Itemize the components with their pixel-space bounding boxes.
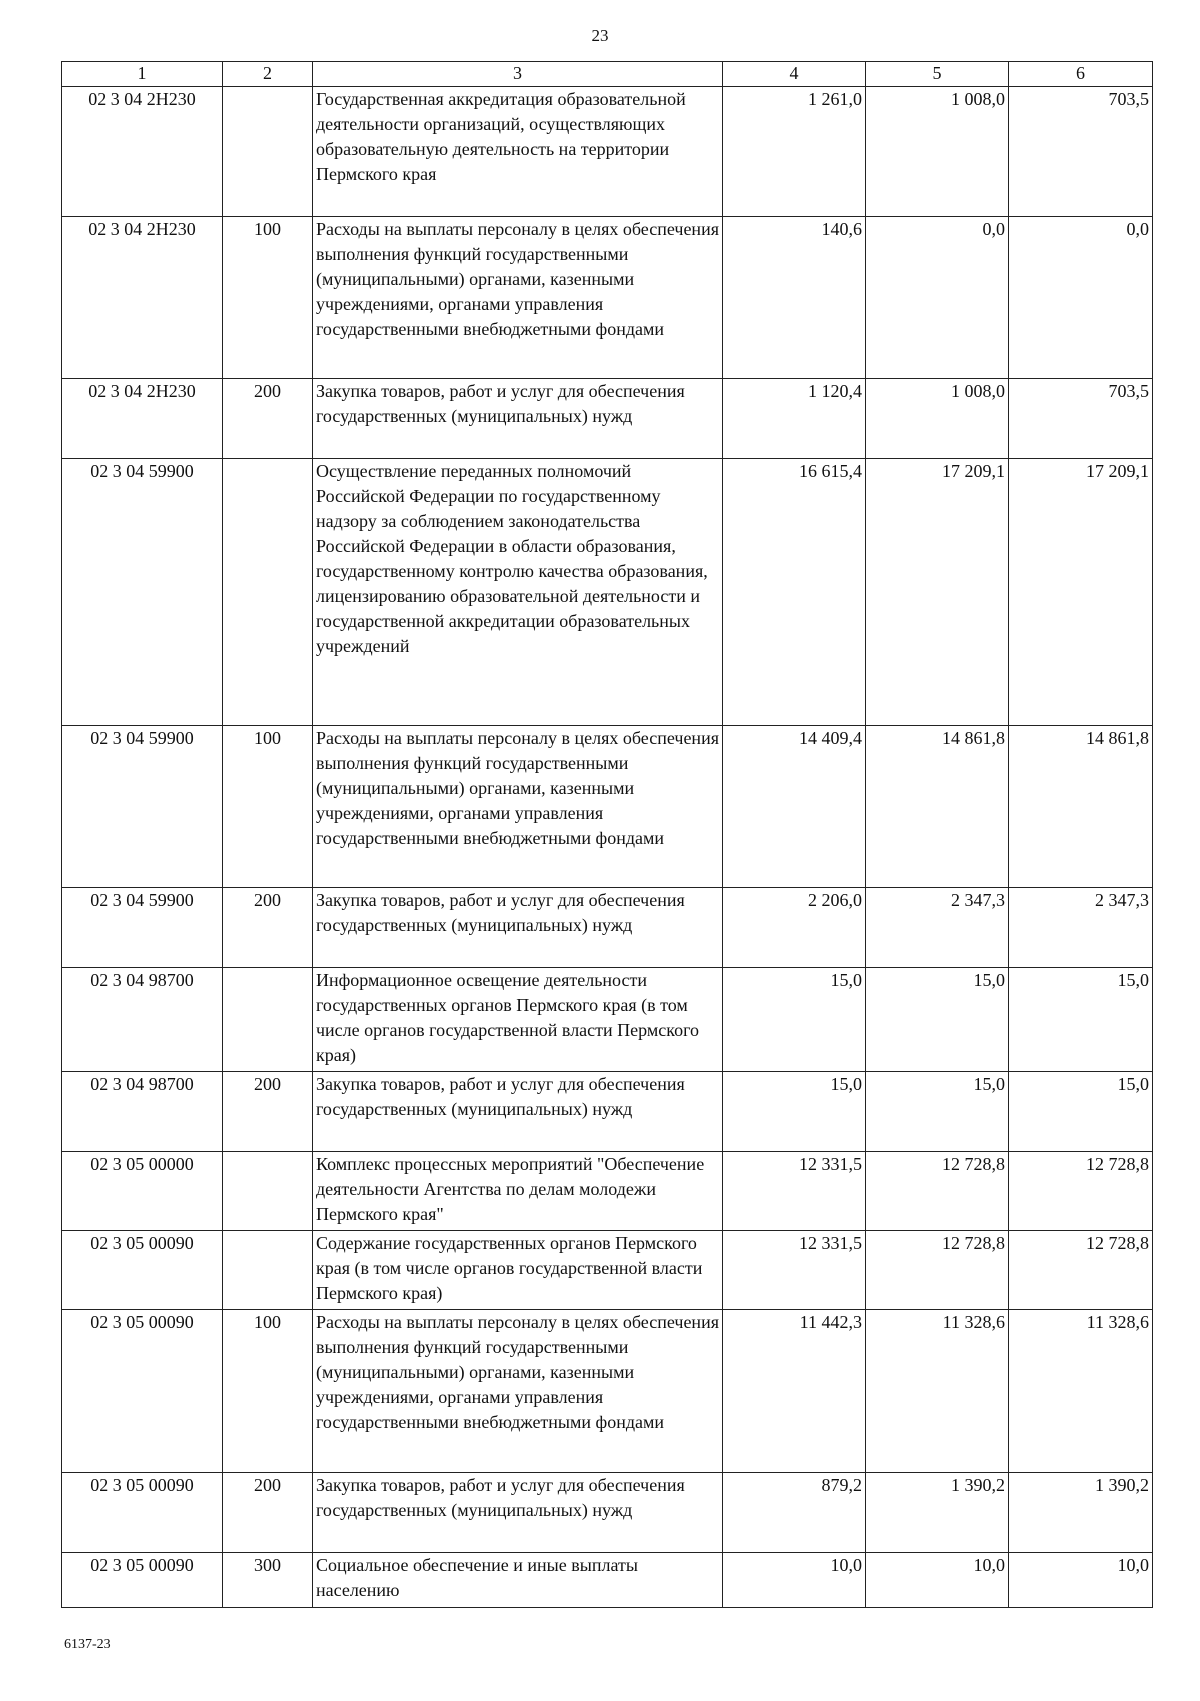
row-description: Расходы на выплаты персоналу в целях обеспечения выполнения функций государственными (муниципальными) органами, казенными учреждениями, органами управления государственными внебюджетными фондами <box>313 217 723 379</box>
amount-col6: 12 728,8 <box>1009 1231 1153 1310</box>
amount-col5: 12 728,8 <box>866 1231 1009 1310</box>
amount-col5: 15,0 <box>866 1072 1009 1152</box>
target-article-code: 02 3 04 2Н230 <box>62 87 223 217</box>
row-description: Расходы на выплаты персоналу в целях обеспечения выполнения функций государственными (муниципальными) органами, казенными учреждениями, органами управления государственными внебюджетными фондами <box>313 1310 723 1473</box>
amount-col5: 1 390,2 <box>866 1473 1009 1553</box>
amount-col6: 12 728,8 <box>1009 1152 1153 1231</box>
amount-col6: 2 347,3 <box>1009 888 1153 968</box>
amount-col4: 2 206,0 <box>723 888 866 968</box>
amount-col5: 11 328,6 <box>866 1310 1009 1473</box>
expense-type-code: 200 <box>223 888 313 968</box>
amount-col6: 15,0 <box>1009 968 1153 1072</box>
amount-col6: 10,0 <box>1009 1553 1153 1608</box>
amount-col6: 0,0 <box>1009 217 1153 379</box>
target-article-code: 02 3 05 00090 <box>62 1473 223 1553</box>
target-article-code: 02 3 04 98700 <box>62 1072 223 1152</box>
amount-col6: 1 390,2 <box>1009 1473 1153 1553</box>
amount-col4: 10,0 <box>723 1553 866 1608</box>
amount-col4: 140,6 <box>723 217 866 379</box>
table-row <box>62 1231 1153 1310</box>
amount-col6: 703,5 <box>1009 87 1153 217</box>
row-description: Комплекс процессных мероприятий "Обеспечение деятельности Агентства по делам молодежи Пермского края" <box>313 1152 723 1231</box>
expense-type-code <box>223 87 313 217</box>
target-article-code: 02 3 04 59900 <box>62 459 223 726</box>
expense-type-code: 100 <box>223 217 313 379</box>
amount-col5: 10,0 <box>866 1553 1009 1608</box>
amount-col5: 15,0 <box>866 968 1009 1072</box>
amount-col6: 15,0 <box>1009 1072 1153 1152</box>
amount-col4: 14 409,4 <box>723 726 866 888</box>
amount-col5: 1 008,0 <box>866 87 1009 217</box>
table-row <box>62 888 1153 968</box>
target-article-code: 02 3 04 98700 <box>62 968 223 1072</box>
row-description: Государственная аккредитация образовательной деятельности организаций, осуществляющих образовательную деятельность на территории Пермского края <box>313 87 723 217</box>
target-article-code: 02 3 04 2Н230 <box>62 379 223 459</box>
row-description: Закупка товаров, работ и услуг для обеспечения государственных (муниципальных) нужд <box>313 1072 723 1152</box>
amount-col5: 0,0 <box>866 217 1009 379</box>
target-article-code: 02 3 05 00090 <box>62 1310 223 1473</box>
amount-col6: 14 861,8 <box>1009 726 1153 888</box>
amount-col4: 1 120,4 <box>723 379 866 459</box>
amount-col4: 12 331,5 <box>723 1152 866 1231</box>
expense-type-code <box>223 968 313 1072</box>
expense-type-code <box>223 1152 313 1231</box>
target-article-code: 02 3 04 59900 <box>62 726 223 888</box>
target-article-code: 02 3 05 00090 <box>62 1553 223 1608</box>
row-description: Закупка товаров, работ и услуг для обеспечения государственных (муниципальных) нужд <box>313 379 723 459</box>
table-row <box>62 87 1153 217</box>
table-row <box>62 217 1153 379</box>
expense-type-code: 100 <box>223 1310 313 1473</box>
row-description: Расходы на выплаты персоналу в целях обеспечения выполнения функций государственными (муниципальными) органами, казенными учреждениями, органами управления государственными внебюджетными фондами <box>313 726 723 888</box>
expense-type-code <box>223 459 313 726</box>
target-article-code: 02 3 04 59900 <box>62 888 223 968</box>
expense-type-code: 300 <box>223 1553 313 1608</box>
amount-col6: 17 209,1 <box>1009 459 1153 726</box>
column-header: 1 <box>62 62 223 87</box>
table-row <box>62 726 1153 888</box>
column-header: 4 <box>723 62 866 87</box>
expense-type-code: 200 <box>223 1473 313 1553</box>
page-number: 23 <box>591 26 609 45</box>
amount-col5: 12 728,8 <box>866 1152 1009 1231</box>
amount-col5: 14 861,8 <box>866 726 1009 888</box>
amount-col4: 11 442,3 <box>723 1310 866 1473</box>
expense-type-code <box>223 1231 313 1310</box>
column-header: 2 <box>223 62 313 87</box>
row-description: Социальное обеспечение и иные выплаты населению <box>313 1553 723 1608</box>
amount-col6: 11 328,6 <box>1009 1310 1153 1473</box>
amount-col4: 15,0 <box>723 968 866 1072</box>
table-row <box>62 1553 1153 1608</box>
amount-col5: 2 347,3 <box>866 888 1009 968</box>
expense-type-code: 200 <box>223 1072 313 1152</box>
target-article-code: 02 3 05 00090 <box>62 1231 223 1310</box>
amount-col6: 703,5 <box>1009 379 1153 459</box>
table-row <box>62 379 1153 459</box>
amount-col4: 15,0 <box>723 1072 866 1152</box>
amount-col4: 1 261,0 <box>723 87 866 217</box>
table-row <box>62 1473 1153 1553</box>
expense-type-code: 100 <box>223 726 313 888</box>
table-row <box>62 1072 1153 1152</box>
amount-col4: 879,2 <box>723 1473 866 1553</box>
target-article-code: 02 3 04 2Н230 <box>62 217 223 379</box>
amount-col4: 12 331,5 <box>723 1231 866 1310</box>
row-description: Закупка товаров, работ и услуг для обеспечения государственных (муниципальных) нужд <box>313 888 723 968</box>
row-description: Информационное освещение деятельности государственных органов Пермского края (в том числе органов государственной власти Пермского края) <box>313 968 723 1072</box>
document-code: 6137-23 <box>64 1637 111 1652</box>
column-header: 3 <box>313 62 723 87</box>
expense-type-code: 200 <box>223 379 313 459</box>
table-row <box>62 459 1153 726</box>
column-header: 6 <box>1009 62 1153 87</box>
row-description: Осуществление переданных полномочий Российской Федерации по государственному надзору за соблюдением законодательства Российской Федерации в области образования, государственному контролю качества образования, лицензированию образовательной деятельности и государственной аккредитации образовательных учреждений <box>313 459 723 726</box>
budget-table <box>61 61 1153 1608</box>
table-row <box>62 968 1153 1072</box>
amount-col5: 17 209,1 <box>866 459 1009 726</box>
row-description: Содержание государственных органов Пермского края (в том числе органов государственной власти Пермского края) <box>313 1231 723 1310</box>
amount-col4: 16 615,4 <box>723 459 866 726</box>
table-header-row <box>62 62 1153 87</box>
table-row <box>62 1152 1153 1231</box>
row-description: Закупка товаров, работ и услуг для обеспечения государственных (муниципальных) нужд <box>313 1473 723 1553</box>
table-row <box>62 1310 1153 1473</box>
target-article-code: 02 3 05 00000 <box>62 1152 223 1231</box>
column-header: 5 <box>866 62 1009 87</box>
amount-col5: 1 008,0 <box>866 379 1009 459</box>
